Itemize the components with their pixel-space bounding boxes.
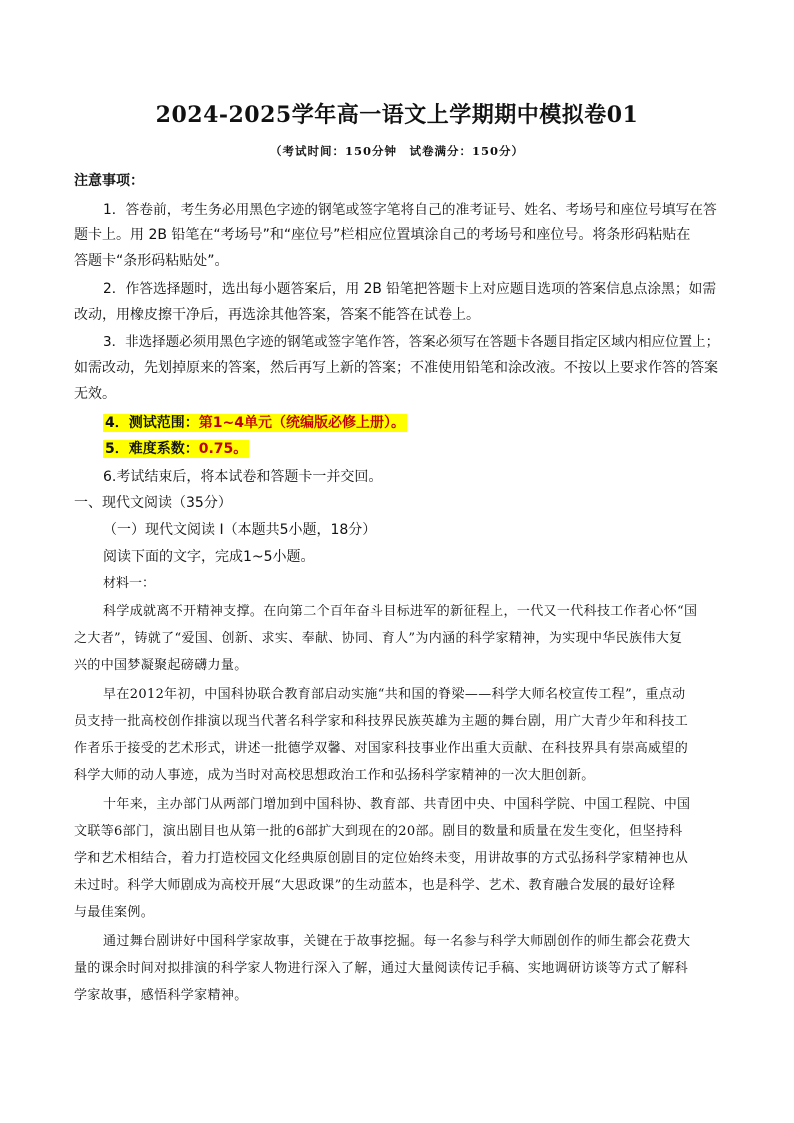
- notice-item-5: [103, 440, 249, 458]
- notice-item-4: [103, 414, 407, 432]
- subsection-heading: （一）现代文阅读 I（本题共5小题，18分）: [103, 522, 377, 538]
- notice-item-3-line-1: 3．非选择题必须用黑色字迹的钢笔或签字笔作答，答案必须写在答题卡各题目指定区域内相应位置上；: [103, 334, 720, 350]
- difficulty-highlight: [103, 440, 249, 458]
- material-p1-line-1: 科学成就离不开精神支撑。在向第二个百年奋斗目标进军的新征程上，一代又一代科技工作者心怀“国: [103, 604, 698, 619]
- notice-heading: 注意事项：: [74, 173, 144, 189]
- notice-item-6: 6.考试结束后，将本试卷和答题卡一并交回。: [103, 469, 383, 485]
- test-scope-label: 4．测试范围：: [105, 415, 199, 431]
- notice-item-1-line-1: 1．答卷前，考生务必用黑色字迹的钢笔或签字笔将自己的准考证号、姓名、考场号和座位号填写在答: [103, 202, 717, 218]
- notice-item-2-line-2: 改动，用橡皮擦干净后，再选涂其他答案，答案不能答在试卷上。: [74, 307, 480, 323]
- material-p3-line-5: 与最佳案例。: [74, 905, 155, 920]
- material-p2-line-3: 作者乐于接受的艺术形式，讲述一批德学双馨、对国家科技事业作出重大贡献、在科技界具有崇高威望的: [74, 741, 689, 756]
- material-p3-line-4: 未过时。科学大师剧成为高校开展“大思政课”的生动蓝本，也是科学、艺术、教育融合发展的最好诠释: [74, 878, 676, 893]
- section-heading: 一、现代文阅读（35分）: [74, 495, 232, 511]
- exam-subtitle: （考试时间：150分钟 试卷满分：150分）: [269, 144, 524, 158]
- notice-item-1-line-3: 答题卡“条形码粘贴处”。: [74, 253, 229, 269]
- material-p1-line-3: 兴的中国梦凝聚起磅礴力量。: [74, 658, 248, 673]
- material-p3-line-2: 文联等6部门，演出剧目也从第一批的6部扩大到现在的20部。剧目的数量和质量在发生变化，但坚持科: [74, 824, 683, 839]
- material-label: 材料一：: [103, 576, 156, 591]
- test-scope-highlight: [103, 414, 407, 432]
- material-p3-line-1: 十年来，主办部门从两部门增加到中国科协、教育部、共青团中央、中国科学院、中国工程院、中国: [103, 797, 691, 812]
- difficulty-label: 5．难度系数：: [105, 441, 199, 457]
- material-p4-line-2: 量的课余时间对拟排演的科学家人物进行深入了解，通过大量阅读传记手稿、实地调研访谈等方式了解科: [74, 961, 689, 976]
- material-p2-line-2: 员支持一批高校创作排演以现当代著名科学家和科技界民族英雄为主题的舞台剧，用广大青少年和科技工: [74, 714, 689, 729]
- notice-item-1-line-2: 题卡上。用 2B 铅笔在“考场号”和“座位号”栏相应位置填涂自己的考场号和座位号。将条形码粘贴在: [74, 227, 691, 243]
- material-p1-line-2: 之大者”，铸就了“爱国、创新、求实、奉献、协同、育人”为内涵的科学家精神，为实现中华民族伟大复: [74, 631, 683, 646]
- exam-title: 2024-2025学年高一语文上学期期中模拟卷01: [155, 102, 639, 128]
- reading-instruction: 阅读下面的文字，完成1~5小题。: [103, 549, 315, 565]
- material-p2-line-4: 科学大师的动人事迹，成为当时对高校思想政治工作和弘扬科学家精神的一次大胆创新。: [74, 768, 595, 783]
- notice-item-2-line-1: 2．作答选择题时，选出每小题答案后，用 2B 铅笔把答题卡上对应题目选项的答案信息点涂黑；如需: [103, 281, 717, 297]
- difficulty-value: 0.75。: [198, 441, 248, 457]
- material-p4-line-3: 学家故事，感悟科学家精神。: [74, 988, 248, 1003]
- test-scope-value: 第1~4单元（统编版必修上册）。: [198, 415, 405, 431]
- notice-item-3-line-3: 无效。: [74, 386, 116, 402]
- material-p4-line-1: 通过舞台剧讲好中国科学家故事，关键在于故事挖掘。每一名参与科学大师剧创作的师生都会花费大: [103, 934, 691, 949]
- material-p2-line-1: 早在2012年初，中国科协联合教育部启动实施“共和国的脊梁——科学大师名校宣传工程”，重点动: [103, 687, 686, 702]
- notice-item-3-line-2: 如需改动，先划掉原来的答案，然后再写上新的答案；不准使用铅笔和涂改液。不按以上要求作答的答案: [74, 360, 718, 376]
- material-p3-line-3: 学和艺术相结合，着力打造校园文化经典原创剧目的定位始终未变，用讲故事的方式弘扬科学家精神也从: [74, 851, 689, 866]
